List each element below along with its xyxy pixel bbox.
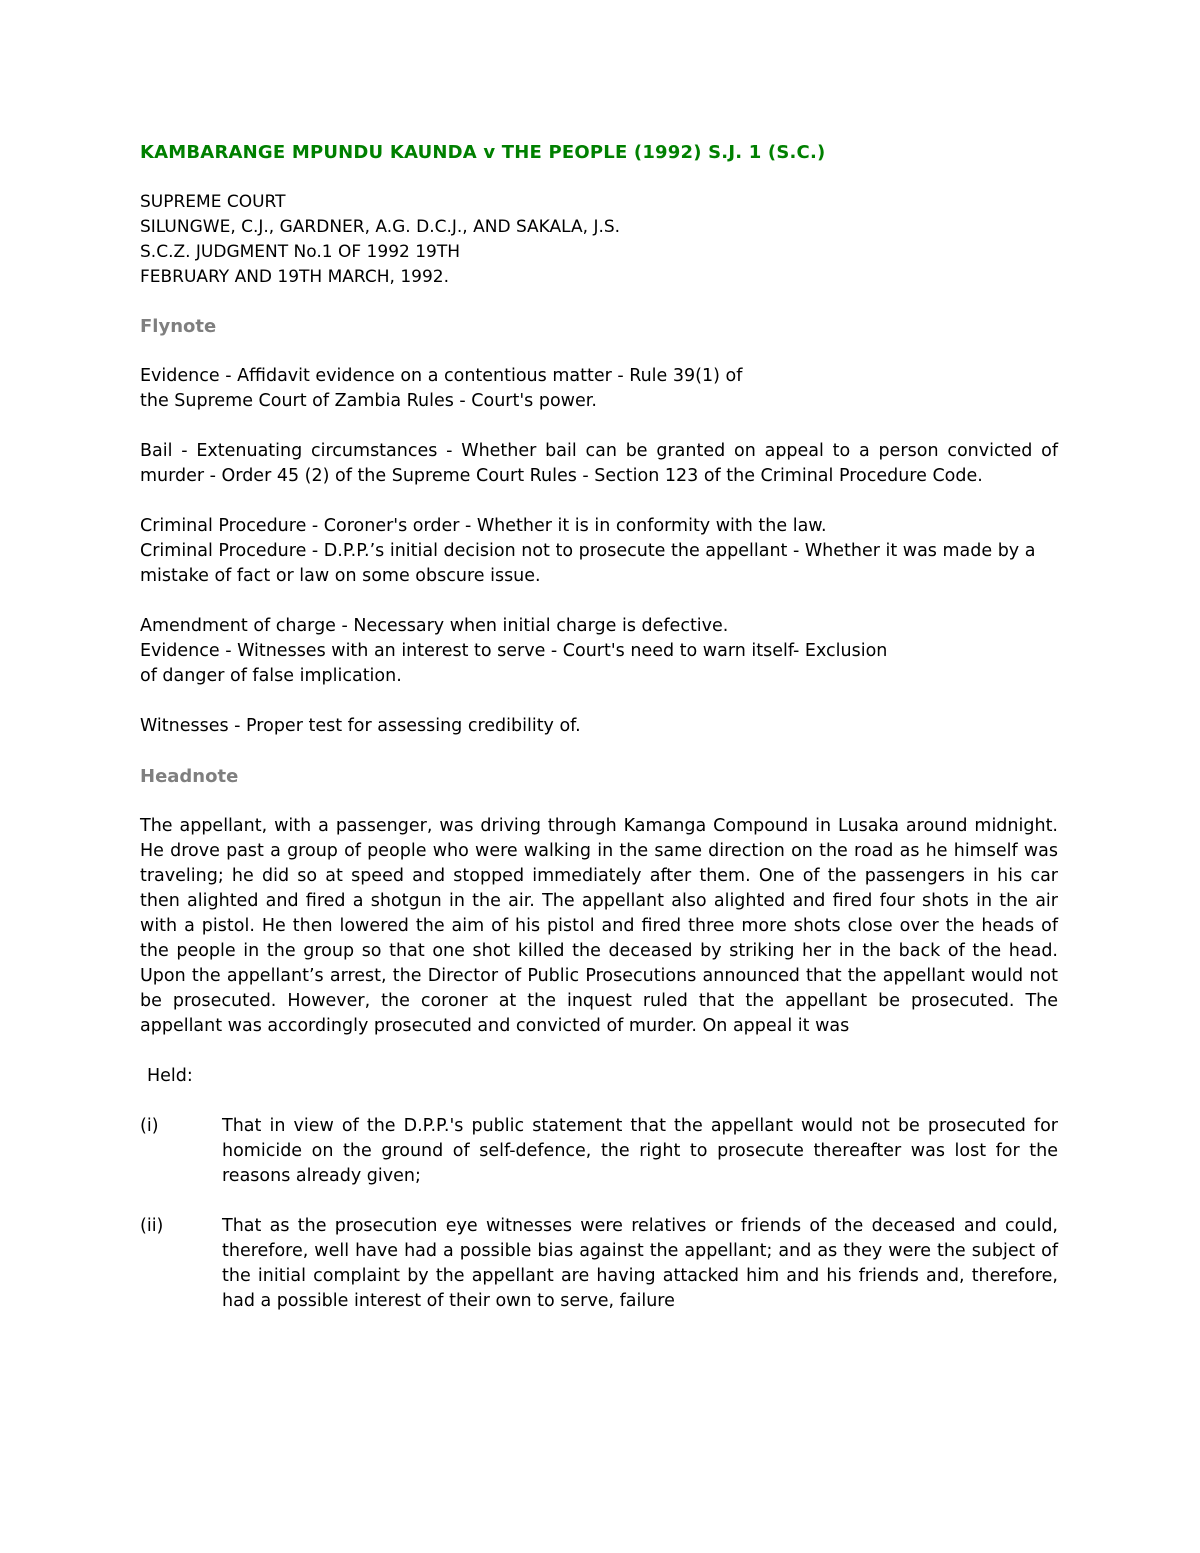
flynote-paragraph-4 <box>140 614 1058 689</box>
flynote-paragraph-5: Witnesses - Proper test for assessing credibility of. <box>140 716 581 736</box>
document-page <box>140 140 1058 1339</box>
held-item <box>140 1114 1058 1189</box>
court-name: SUPREME COURT <box>140 192 286 212</box>
flynote-paragraph-1 <box>140 364 1058 414</box>
held-item-text: That as the prosecution eye witnesses were relatives or friends of the deceased and could, therefore, well have had a possible bias against the appellant; and as they were the subject of the initial complaint by the appellant are having attacked him and his friends and, therefore, had a possible interest of their own to serve, failure <box>222 1216 1058 1311</box>
headnote-body: The appellant, with a passenger, was driving through Kamanga Compound in Lusaka around midnight. He drove past a group of people who were walking in the same direction on the road as he himself was traveling; he did so at speed and stopped immediately after them. One of the passengers in his car then alighted and fired a shotgun in the air. The appellant also alighted and fired four shots in the air with a pistol. He then lowered the aim of his pistol and fired three more shots close over the heads of the people in the group so that one shot killed the deceased by striking her in the back of the head. Upon the appellant’s arrest, the Director of Public Prosecutions announced that the appellant would not be prosecuted. However, the coroner at the inquest ruled that the appellant be prosecuted. The appellant was accordingly prosecuted and convicted of murder. On appeal it was <box>140 816 1058 1036</box>
flynote-line: Criminal Procedure - Coroner's order - Whether it is in conformity with the law. <box>140 516 827 536</box>
held-item <box>140 1214 1058 1314</box>
judgment-dates: FEBRUARY AND 19TH MARCH, 1992. <box>140 267 450 287</box>
held-item-text: That in view of the D.P.P.'s public statement that the appellant would not be prosecuted for homicide on the ground of self-defence, the right to prosecute thereafter was lost for the reasons already given; <box>222 1116 1058 1186</box>
judges: SILUNGWE, C.J., GARDNER, A.G. D.C.J., AND SAKALA, J.S. <box>140 217 621 237</box>
held-item-number: (ii) <box>140 1216 164 1236</box>
flynote-heading: Flynote <box>140 316 217 337</box>
headnote-heading: Headnote <box>140 766 239 787</box>
flynote-line: Amendment of charge - Necessary when initial charge is defective. <box>140 616 729 636</box>
flynote-paragraph-2: Bail - Extenuating circumstances - Whether bail can be granted on appeal to a person convicted of murder - Order 45 (2) of the Supreme Court Rules - Section 123 of the Criminal Procedure Code. <box>140 441 1058 486</box>
held-item-number: (i) <box>140 1116 159 1136</box>
judgment-number: S.C.Z. JUDGMENT No.1 OF 1992 19TH <box>140 242 461 262</box>
court-details <box>140 190 1058 290</box>
flynote-line: Evidence - Affidavit evidence on a contentious matter - Rule 39(1) of <box>140 366 743 386</box>
flynote-paragraph-3 <box>140 514 1058 589</box>
flynote-line: the Supreme Court of Zambia Rules - Court's power. <box>140 391 597 411</box>
held-label: Held: <box>147 1066 193 1086</box>
flynote-line: of danger of false implication. <box>140 666 402 686</box>
case-title: KAMBARANGE MPUNDU KAUNDA v THE PEOPLE (1992) S.J. 1 (S.C.) <box>140 142 826 163</box>
flynote-line: Evidence - Witnesses with an interest to serve - Court's need to warn itself- Exclusion <box>140 641 888 661</box>
flynote-line: Criminal Procedure - D.P.P.’s initial decision not to prosecute the appellant - Whether it was made by a mistake of fact or law on some obscure issue. <box>140 541 1036 586</box>
